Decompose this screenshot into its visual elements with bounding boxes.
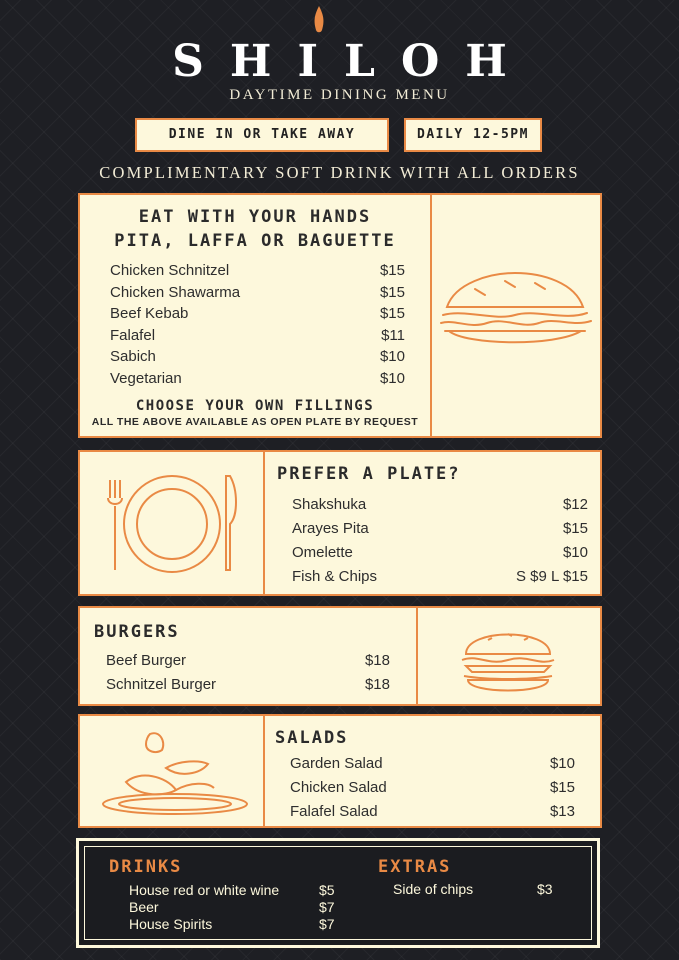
menu-item-price: $15 bbox=[379, 262, 405, 279]
drinks-extras-box bbox=[76, 838, 600, 948]
menu-item-name: Omelette bbox=[292, 544, 353, 561]
drink-item-name: House red or white wine bbox=[129, 882, 280, 898]
section-divider bbox=[430, 195, 432, 436]
menu-item-price: $11 bbox=[381, 327, 405, 344]
menu-item-price: $18 bbox=[364, 676, 390, 693]
menu-item-name: Fish & Chips bbox=[292, 568, 378, 585]
menu-item-price: $18 bbox=[364, 652, 390, 669]
menu-item-name: Beef Kebab bbox=[110, 305, 189, 322]
flame-icon bbox=[313, 6, 325, 34]
menu-item-name: Schnitzel Burger bbox=[106, 676, 217, 693]
menu-item-name: Arayes Pita bbox=[292, 520, 369, 537]
salad-icon bbox=[96, 724, 254, 820]
burger-icon bbox=[458, 620, 558, 696]
burgers-title: BURGERS bbox=[94, 622, 180, 642]
salads-section bbox=[78, 714, 602, 828]
menu-item-name: Falafel bbox=[110, 327, 156, 344]
drinks-title: DRINKS bbox=[109, 857, 183, 877]
fillings-note: CHOOSE YOUR OWN FILLINGS bbox=[135, 398, 375, 414]
drink-item-name: House Spirits bbox=[129, 916, 213, 932]
menu-item-name: Vegetarian bbox=[110, 370, 182, 387]
menu-item-price: S $9 L $15 bbox=[515, 568, 588, 585]
hands-title-2: PITA, LAFFA OR BAGUETTE bbox=[114, 231, 396, 251]
drink-item-price: $7 bbox=[319, 899, 335, 915]
menu-item-name: Garden Salad bbox=[290, 755, 383, 772]
menu-item-price: $15 bbox=[379, 284, 405, 301]
plate-cutlery-icon bbox=[100, 470, 245, 578]
extra-item-name: Side of chips bbox=[393, 881, 474, 897]
menu-item-price: $13 bbox=[549, 803, 575, 820]
plate-title: PREFER A PLATE? bbox=[277, 464, 461, 484]
menu-item-price: $10 bbox=[379, 348, 405, 365]
plate-section bbox=[78, 450, 602, 596]
section-divider bbox=[416, 608, 418, 704]
section-divider bbox=[263, 452, 265, 594]
open-plate-note: ALL THE ABOVE AVAILABLE AS OPEN PLATE BY REQUEST bbox=[91, 416, 419, 428]
complimentary-banner: COMPLIMENTARY SOFT DRINK WITH ALL ORDERS bbox=[99, 163, 580, 182]
extra-item-price: $3 bbox=[537, 881, 553, 897]
hours-tag: DAILY 12-5PM bbox=[404, 118, 542, 152]
menu-item-name: Sabich bbox=[110, 348, 156, 365]
menu-item-price: $15 bbox=[562, 520, 588, 537]
menu-item-name: Falafel Salad bbox=[290, 803, 378, 820]
menu-item-name: Chicken Shawarma bbox=[110, 284, 241, 301]
salads-title: SALADS bbox=[275, 728, 349, 748]
menu-item-name: Chicken Schnitzel bbox=[110, 262, 230, 279]
dine-in-tag: DINE IN OR TAKE AWAY bbox=[135, 118, 389, 152]
extras-title: EXTRAS bbox=[378, 857, 452, 877]
section-divider bbox=[263, 716, 265, 826]
menu-item-price: $10 bbox=[379, 370, 405, 387]
drink-item-price: $7 bbox=[319, 916, 335, 932]
menu-item-price: $12 bbox=[562, 496, 588, 513]
menu-subtitle: DAYTIME DINING MENU bbox=[229, 87, 450, 103]
sandwich-icon bbox=[435, 265, 595, 355]
hands-section bbox=[78, 193, 602, 438]
menu-item-name: Beef Burger bbox=[106, 652, 187, 669]
menu-item-price: $15 bbox=[549, 779, 575, 796]
drink-item-name: Beer bbox=[129, 899, 159, 915]
menu-item-name: Shakshuka bbox=[292, 496, 367, 513]
menu-item-price: $10 bbox=[562, 544, 588, 561]
burgers-section bbox=[78, 606, 602, 706]
hands-title-1: EAT WITH YOUR HANDS bbox=[138, 207, 372, 227]
menu-item-price: $15 bbox=[379, 305, 405, 322]
menu-item-price: $10 bbox=[549, 755, 575, 772]
drink-item-price: $5 bbox=[319, 882, 335, 898]
menu-item-name: Chicken Salad bbox=[290, 779, 387, 796]
brand-logo: SHILOH bbox=[172, 36, 533, 87]
